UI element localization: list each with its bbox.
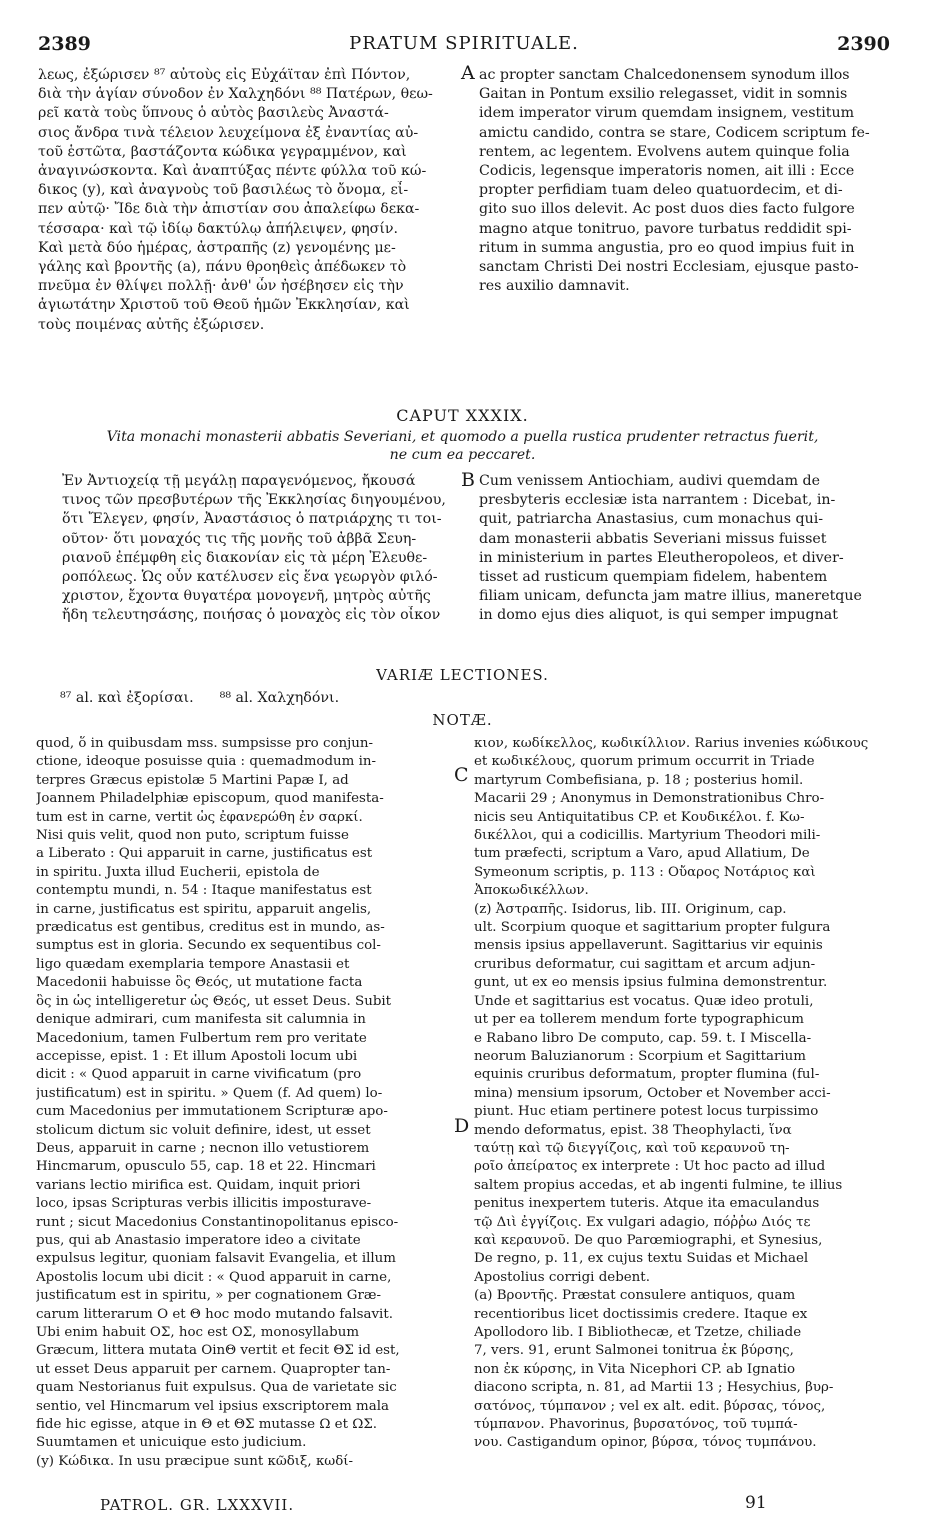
note-text-line: Græcum, littera mutata ΟinΘ vertit et fecit ΘΣ id est, xyxy=(36,1343,400,1359)
greek-text-line: ροπόλεως. Ὡς οὖν κατέλυσεν εἰς ἕνα γεωργὸν φιλό- xyxy=(62,569,438,586)
note-text-line: carum litterarum Ο et Θ hoc modo mutando falsavit. xyxy=(36,1306,393,1322)
note-text-line: pus, qui ab Anastasio imperatore ideo a civitate xyxy=(36,1232,361,1248)
latin-text-line: presbyteris ecclesiæ ista narrantem : Dicebat, in- xyxy=(479,492,836,509)
note-text-line: τύμπανον. Phavorinus, βυρσατόνος, τοῦ τυμπά- xyxy=(474,1417,798,1433)
chapter-subtitle-line-2: ne cum ea peccaret. xyxy=(389,447,536,463)
note-text-line: ult. Scorpium quoque et sagittarium propter fulgura xyxy=(474,920,831,936)
note-text-line: ut per ea tollerem mendum forte typographicum xyxy=(474,1012,805,1028)
note-text-line: Macedonium, tamen Fulbertum rem pro veritate xyxy=(36,1030,367,1046)
note-text-line: prædicatus est gentibus, creditus est in mundo, as- xyxy=(36,920,385,936)
greek-text-line: λεως, ἐξώρισεν ⁸⁷ αὐτοὺς εἰς Εὐχάϊταν ἐπὶ Πόντον, xyxy=(38,67,411,83)
note-text-line: καὶ κεραυνοῦ. De quo Parœmiographi, et Synesius, xyxy=(474,1232,823,1248)
note-text-line: (a) Βροντῆς. Præstat consulere antiquos, quam xyxy=(474,1288,796,1304)
note-text-line: cruribus deformatur, cui sagittam et arcum adjun- xyxy=(474,956,816,972)
greek-text-line: ριανοῦ ἐπέμφθη εἰς διακονίαν εἰς τὰ μέρη Ἐλευθε- xyxy=(62,549,428,566)
latin-text-line: dam monasterii abbatis Severiani missus fuisset xyxy=(479,530,827,547)
note-text-line: contemptu mundi, n. 54 : Itaque manifestatus est xyxy=(36,883,372,899)
variant-reading: ⁸⁷ al. καὶ ἐξορίσαι. xyxy=(60,690,194,706)
note-text-line: τῷ Διὶ ἐγγίζοις. Ex vulgari adagio, πόῤῥω Διός τε xyxy=(474,1214,811,1230)
top-greek-column xyxy=(38,66,458,335)
note-text-line: Symeonum scriptis, p. 113 : Οὔαρος Νοτάριος καὶ xyxy=(474,864,816,880)
note-text-line: penitus inexpertem tuteris. Atque ita emaculandus xyxy=(474,1196,820,1212)
greek-text-line: πνεῦμα ἐν θλίψει πολλῇ· ἀνθ' ὧν ἠσέβησεν εἰς τὴν xyxy=(38,278,404,295)
greek-text-line: διὰ τὴν ἁγίαν σύνοδον ἐν Χαλχηδόνι ⁸⁸ Πατέρων, θεω- xyxy=(38,86,433,103)
latin-text-line: rentem, ac legentem. Evolvens autem quinque folia xyxy=(479,143,850,160)
note-text-line: loco, ipsas Scripturas verbis illicitis imposturave- xyxy=(36,1196,372,1212)
note-text-line: ὃς in ὡς intelligeretur ὡς Θεός, ut esset Deus. Subit xyxy=(36,993,392,1009)
note-text-line: Deus, apparuit in carne ; necnon illo vetustiorem xyxy=(36,1140,370,1156)
greek-text-line: τοὺς ποιμένας αὐτῆς ἐξώρισεν. xyxy=(38,316,265,333)
greek-text-line: τινος τῶν πρεσβυτέρων τῆς Ἐκκλησίας διηγουμένου, xyxy=(62,492,446,509)
notes-right-column xyxy=(474,735,892,1453)
note-text-line: tum præfecti, scriptum a Varo, apud Allatium, De xyxy=(474,846,810,862)
note-text-line: quam Nestorianus fuit expulsus. Qua de varietate sic xyxy=(36,1380,397,1396)
note-text-line: mina) mensium ipsorum, October et November acci- xyxy=(474,1085,831,1101)
latin-text-line: magno atque tonitruo, pavore turbatus reddidit spi- xyxy=(479,220,852,237)
note-text-line: Ubi enim habuit ΟΣ, hoc est ΟΣ, monosyllabum xyxy=(36,1325,360,1340)
note-text-line: sentio, vel Hincmarum vel ipsius exscriptorem mala xyxy=(36,1398,389,1414)
note-text-line: in carne, justificatus est spiritu, apparuit angelis, xyxy=(36,901,372,917)
variae-lectiones-list xyxy=(60,690,860,706)
greek-text-line: ἀναγινώσκοντα. Καὶ ἀναπτύξας πέντε φύλλα τοῦ κώ- xyxy=(38,163,427,180)
note-text-line: mensis ipsius appellaverunt. Sagittarius vir equinis xyxy=(474,938,823,954)
latin-text-line: res auxilio damnavit. xyxy=(479,278,630,295)
greek-text-line: Ἐν Ἀντιοχείᾳ τῇ μεγάλῃ παραγενόμενος, ἤκουσά xyxy=(62,473,416,489)
note-text-line: κιον, κωδίκελλος, κωδικίλλιον. Rarius invenies κώδικους xyxy=(474,736,869,751)
latin-text-line: propter perfidiam tuam deleo quatuordecim, et di- xyxy=(479,182,843,199)
greek-text-line: τέσσαρα· καὶ τῷ ἰδίῳ δακτύλῳ ἀπήλειψεν, φησίν. xyxy=(38,220,399,237)
note-text-line: equinis cruribus deformatum, propter flumina (ful- xyxy=(474,1067,820,1083)
note-text-line: runt ; sicut Macedonius Constantinopolitanus episco- xyxy=(36,1214,399,1230)
latin-text-line: Codicis, legensque imperatoris nomen, ait illi : Ecce xyxy=(479,163,855,180)
greek-text-line: τοῦ ἑστῶτα, βαστάζοντα κώδικα γεγραμμένον, καὶ xyxy=(38,143,407,160)
note-text-line: gunt, ut ex eo mensis ipsius fulmina demonstrentur. xyxy=(474,975,828,991)
note-text-line: Macarii 29 ; Anonymus in Demonstrationibus Chro- xyxy=(474,791,825,807)
note-text-line: ligo quædam exemplaria tempore Anastasii et xyxy=(36,956,350,972)
greek-text-line: σιος ἄνδρα τινὰ τέλειον λευχείμονα ἐξ ἐναντίας αὐ- xyxy=(38,124,419,141)
note-text-line: nicis seu Antiquitatibus CP. et Κουδικέλοι. f. Κω- xyxy=(474,809,805,825)
middle-latin-column xyxy=(479,472,891,626)
note-text-line: mendo deformatus, epist. 38 Theophylacti, ἵνα xyxy=(474,1122,792,1138)
note-text-line: Ἀποκωδικέλλων. xyxy=(474,883,589,899)
latin-text-line: tisset ad rusticum quempiam fidelem, habentem xyxy=(479,569,828,586)
variae-lectiones-heading: VARIÆ LECTIONES. xyxy=(376,666,549,684)
margin-letter-b: B xyxy=(461,469,475,491)
note-text-line: diacono scripta, n. 81, ad Martii 13 ; Hesychius, βυρ- xyxy=(474,1380,834,1396)
note-text-line: in spiritu. Juxta illud Eucherii, epistola de xyxy=(36,864,320,880)
footer-volume: PATROL. GR. LXXXVII. xyxy=(100,1496,295,1514)
note-text-line: ροῖο ἀπείρατος ex interprete : Ut hoc pacto ad illud xyxy=(474,1159,826,1175)
note-text-line: ταύτῃ καὶ τῷ διεγγίζοις, καὶ τοῦ κεραυνοῦ τη- xyxy=(474,1140,790,1156)
margin-letter-c: C xyxy=(454,764,469,786)
note-text-line: Apollodoro lib. I Bibliothecæ, et Tzetze, chiliade xyxy=(474,1325,802,1340)
note-text-line: Hincmarum, opusculo 55, cap. 18 et 22. Hincmari xyxy=(36,1159,376,1175)
margin-letter-d: D xyxy=(454,1115,470,1137)
greek-text-line: ἁγιωτάτην Χριστοῦ τοῦ Θεοῦ ἡμῶν Ἐκκλησίαν, καὶ xyxy=(38,297,410,314)
top-latin-column xyxy=(479,66,891,296)
note-text-line: denique admirari, cum manifesta sit calumnia in xyxy=(36,1012,366,1028)
latin-text-line: quit, patriarcha Anastasius, cum monachus qui- xyxy=(479,511,824,528)
chapter-subtitle xyxy=(0,428,925,464)
latin-text-line: amictu candido, contra se stare, Codicem scriptum fe- xyxy=(479,124,870,141)
latin-text-line: Gaitan in Pontum exsilio relegasset, vidit in somnis xyxy=(479,86,848,103)
note-text-line: (z) Ἀστραπῆς. Isidorus, lib. III. Originum, cap. xyxy=(474,901,787,917)
greek-text-line: οῦτον· ὅτι μοναχός τις τῆς μονῆς τοῦ ἀββᾶ Σευη- xyxy=(62,530,417,547)
running-title: PRATUM SPIRITUALE. xyxy=(349,33,579,54)
note-text-line: 7, vers. 91, erunt Salmonei tonitrua ἐκ βύρσης, xyxy=(474,1343,794,1359)
greek-text-line: Καὶ μετὰ δύο ἡμέρας, ἀστραπῆς (z) γενομένης με- xyxy=(38,239,396,256)
note-text-line: Suumtamen et unicuique esto judicium. xyxy=(36,1435,307,1451)
note-text-line: ut esset Deus apparuit per carnem. Quapropter tan- xyxy=(36,1361,391,1377)
left-page-number: 2389 xyxy=(38,33,91,55)
note-text-line: quod, ὅ in quibusdam mss. sumpsisse pro conjun- xyxy=(36,736,374,751)
notae-heading: NOTÆ. xyxy=(432,711,493,729)
note-text-line: σατόνος, τύμπανον ; vel ex alt. edit. βύρσας, τόνος, xyxy=(474,1398,826,1414)
note-text-line: Joannem Philadelphiæ episcopum, quod manifesta- xyxy=(36,791,384,807)
note-text-line: expulsus legitur, quoniam falsavit Evangelia, et illum xyxy=(36,1251,396,1267)
note-text-line: tum est in carne, vertit ὡς ἐφανερώθη ἐν σαρκί. xyxy=(36,809,363,825)
footer-signature: 91 xyxy=(745,1493,767,1513)
variant-reading: ⁸⁸ al. Χαλχηδόνι. xyxy=(219,690,340,706)
note-text-line: Macedonii habuisse ὃς Θεός, ut mutatione facta xyxy=(36,975,363,991)
greek-text-line: γάλης καὶ βροντῆς (a), πάνυ θροηθεὶς ἀπέδωκεν τὸ xyxy=(38,259,407,276)
greek-text-line: ἤδη τελευτησάσης, ποιήσας ὁ μοναχὸς εἰς τὸν οἶκον xyxy=(62,607,441,624)
note-text-line: recentioribus licet doctissimis credere. Itaque ex xyxy=(474,1306,808,1322)
latin-text-line: idem imperator virum quemdam insignem, vestitum xyxy=(479,105,855,122)
note-text-line: saltem propius accedas, et ab ingenti fulmine, te illius xyxy=(474,1177,843,1193)
note-text-line: stolicum dictum sic voluit definire, idest, ut esset xyxy=(36,1122,371,1138)
note-text-line: justificatum) est in spiritu. » Quem (f. Ad quem) lo- xyxy=(36,1085,383,1101)
note-text-line: varians lectio mirifica est. Quidam, inquit priori xyxy=(36,1177,361,1193)
middle-greek-column xyxy=(62,472,460,626)
note-text-line: De regno, p. 11, ex cujus textu Suidas et Michael xyxy=(474,1251,809,1267)
latin-text-line: filiam unicam, defuncta jam matre illius, maneretque xyxy=(479,588,862,605)
note-text-line: justificatum est in spiritu, » per cognationem Græ- xyxy=(36,1288,381,1304)
note-text-line: a Liberato : Qui apparuit in carne, justificatus est xyxy=(36,846,373,862)
latin-text-line: Cum venissem Antiochiam, audivi quemdam de xyxy=(479,473,821,489)
chapter-subtitle-line-1: Vita monachi monasterii abbatis Severiani, et quomodo a puella rustica prudenter retractus fuerit, xyxy=(106,429,819,445)
note-text-line: νου. Castigandum opinor, βύρσα, τόνος τυμπάνου. xyxy=(474,1435,817,1451)
note-text-line: terpres Græcus epistolæ 5 Martini Papæ I, ad xyxy=(36,772,349,788)
greek-text-line: ρεῖ κατὰ τοὺς ὕπνους ὁ αὐτὸς βασιλεὺς Ἀναστά- xyxy=(38,105,389,122)
note-text-line: et κωδικέλους, quorum primum occurrit in Triade xyxy=(474,754,815,770)
note-text-line: Apostolius corrigi debent. xyxy=(474,1269,650,1285)
latin-text-line: ritum in summa angustia, pro eo quod impius fuit in xyxy=(479,239,855,256)
note-text-line: ctione, ideoque posuisse quia : quemadmodum in- xyxy=(36,754,377,770)
latin-text-line: in ministerium in partes Eleutheropoleos, et diver- xyxy=(479,549,844,566)
note-text-line: Apostolis locum ubi dicit : « Quod apparuit in carne, xyxy=(36,1269,392,1285)
latin-text-line: ac propter sanctam Chalcedonensem synodum illos xyxy=(479,67,850,83)
running-header xyxy=(38,33,890,59)
greek-text-line: δικος (y), καὶ ἀναγνοὺς τοῦ βασιλέως τὸ ὄνομα, εἶ- xyxy=(38,182,409,199)
latin-text-line: gito suo illos delevit. Ac post duos dies facto fulgore xyxy=(479,201,855,218)
greek-text-line: ὅτι Ἔλεγεν, φησίν, Ἀναστάσιος ὁ πατριάρχης τι τοι- xyxy=(62,511,442,528)
note-text-line: e Rabano libro De computo, cap. 59. t. I Miscella- xyxy=(474,1030,812,1046)
note-text-line: accepisse, epist. 1 : Et illum Apostoli locum ubi xyxy=(36,1048,358,1064)
notes-left-column xyxy=(36,735,452,1471)
note-text-line: δικέλλοι, qui a codicillis. Martyrium Theodori mili- xyxy=(474,828,821,844)
right-page-number: 2390 xyxy=(837,33,890,55)
greek-text-line: πεν αὐτῷ· Ἴδε διὰ τὴν ἀπιστίαν σου ἀπαλείφω δεκα- xyxy=(38,201,420,218)
note-text-line: fide hic egisse, atque in Θ et ΘΣ mutasse Ω et ΩΣ. xyxy=(36,1417,378,1433)
chapter-title: CAPUT XXXIX. xyxy=(396,406,529,425)
note-text-line: non ἐκ κύρσης, in Vita Nicephori CP. ab Ignatio xyxy=(474,1361,796,1377)
note-text-line: cum Macedonius per immutationem Scripturæ apo- xyxy=(36,1104,388,1120)
latin-text-line: in domo ejus dies aliquot, is qui semper impugnat xyxy=(479,607,838,624)
latin-text-line: sanctam Christi Dei nostri Ecclesiam, ejusque pasto- xyxy=(479,259,859,276)
note-text-line: martyrum Combefisiana, p. 18 ; posterius homil. xyxy=(474,772,804,788)
note-text-line: (y) Κώδικα. In usu præcipue sunt κῶδιξ, κωδί- xyxy=(36,1453,354,1469)
note-text-line: piunt. Huc etiam pertinere potest locus turpissimo xyxy=(474,1104,819,1120)
note-text-line: Nisi quis velit, quod non puto, scriptum fuisse xyxy=(36,828,349,844)
note-text-line: sumptus est in gloria. Secundo ex sequentibus col- xyxy=(36,938,381,954)
greek-text-line: χριστον, ἔχοντα θυγατέρα μονογενῆ, μητρὸς αὐτῆς xyxy=(62,588,431,605)
note-text-line: dicit : « Quod apparuit in carne vivificatum (pro xyxy=(36,1067,362,1083)
margin-letter-a: A xyxy=(461,62,475,84)
note-text-line: neorum Baluzianorum : Scorpium et Sagittarium xyxy=(474,1048,806,1064)
note-text-line: Unde et sagittarius est vocatus. Quæ ideo protuli, xyxy=(474,993,814,1009)
